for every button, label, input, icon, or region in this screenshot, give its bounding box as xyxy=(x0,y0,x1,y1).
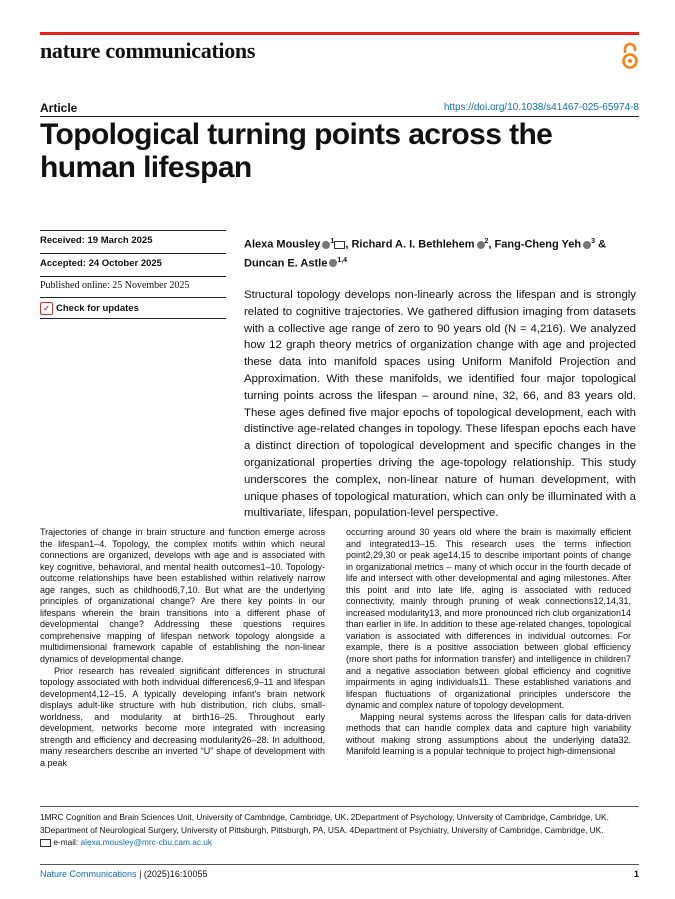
email-icon xyxy=(40,839,51,847)
crossmark-icon: ✓ xyxy=(40,302,53,315)
meta-rule xyxy=(40,230,226,231)
body-paragraph: Mapping neural systems across the lifespan calls for data-driven methods that can handle complex data and capture high variability without making strong assumptions about the underlying data32. Manifold learning is a popular technique to project high-dimensional xyxy=(346,711,631,757)
article-type: Article xyxy=(40,101,78,115)
check-for-updates-button[interactable] xyxy=(40,302,139,315)
body-paragraph: Trajectories of change in brain structure and function emerge across the lifespan1–4. Topology, the complex motifs within which neural connections are organized, develops with age and is associated with key cognitive, behavioral, and mental health outcomes1–10. Topology-outcome relationships have been established within relatively narrow age ranges, such as childhood6,7,10. But what are the underlying principles of organizational change? Are there key points in our lifespans wherein the brain transitions into a different phase of developmental change? Addressing these questions requires comprehensive mapping of lifespan network topology alongside a multidimensional framework capable of establishing the non-linear dynamics of developmental change. xyxy=(40,527,325,665)
open-access-icon xyxy=(619,42,641,70)
body-column-right xyxy=(346,527,631,758)
received-date: Received: 19 March 2025 xyxy=(40,235,153,246)
journal-name[interactable]: nature communications xyxy=(40,38,256,63)
abstract: Structural topology develops non-linearly across the lifespan and is strongly related to cognitive trajectories. We gathered diffusion imaging from datasets with a collective age range of zero to 90 years old (N = 4,216). We analyzed how 12 graph theory metrics of organization change with age and projected these data into manifold spaces using Uniform Manifold Projection and Approximation. With these manifolds, we identified four major topological turning points across the lifespan – around nine, 32, 66, and 83 years old. These ages defined five major epochs of topological development, each with distinctive age-related changes in topology. These lifespan epochs each have a distinct direction of topological development and specific changes in the organizational properties driving the age-topology relationship. This study underscores the complex, non-linear nature of human development, with unique phases of topological maturation, which can only be illuminated with a multivariate, lifespan, population-level perspective. xyxy=(244,289,636,520)
page-number: 1 xyxy=(633,869,639,879)
published-date: Published online: 25 November 2025 xyxy=(40,280,190,291)
meta-rule xyxy=(40,297,226,298)
body-paragraph: Prior research has revealed significant differences in structural topology associated with both individual differences6,9–11 and lifespan development4,12–15. A typically developing infant's brain network displays adult-like structure with hub distribution, rich clubs, small-worldness, and modularity at birth16–25. Throughout early development, networks become more integrated with increasing strength and efficiency and decreasing modularity26–28. In adulthood, many researchers describe an inverted “U” shape of development with a peak xyxy=(40,665,325,768)
header-accent-bar xyxy=(40,32,639,35)
author-name[interactable]: Richard A. I. Bethlehem xyxy=(351,238,475,251)
article-title: Topological turning points across the human lifespan xyxy=(40,118,553,184)
footer-rule xyxy=(40,864,639,865)
accepted-date: Accepted: 24 October 2025 xyxy=(40,258,162,269)
affiliation-line: 3Department of Neurological Surgery, University of Pittsburgh, Pittsburgh, PA, USA. 4Department of Psychiatry, University of Cambridge, Cambridge, UK. xyxy=(40,824,604,835)
email-link[interactable]: alexa.mousley@mrc-cbu.cam.ac.uk xyxy=(80,837,213,847)
meta-rule xyxy=(40,318,226,319)
author-name[interactable]: Duncan E. Astle xyxy=(244,257,328,270)
title-rule xyxy=(40,116,639,117)
orcid-icon[interactable] xyxy=(583,241,591,249)
email-icon[interactable] xyxy=(334,241,345,249)
affiliations xyxy=(40,811,640,849)
author-list: Alexa Mousley $^1$ , Richard A. I. Bethlehem $^2$, Fang-Cheng Yeh $^3$ & Duncan E. Astle $^{1,4}$ xyxy=(244,238,607,270)
author-name[interactable]: Fang-Cheng Yeh xyxy=(494,238,582,251)
meta-rule xyxy=(40,253,226,254)
meta-rule xyxy=(40,276,226,277)
affiliation-line: 1MRC Cognition and Brain Sciences Unit, University of Cambridge, Cambridge, UK. 2Department of Psychology, University of Cambridge, Cambridge, UK. xyxy=(40,812,609,822)
author-name[interactable]: Alexa Mousley xyxy=(244,238,321,251)
check-for-updates-label: Check for updates xyxy=(56,303,139,314)
footer-citation: Nature Communications | (2025)16:10055 xyxy=(40,869,208,879)
doi-link[interactable]: https://doi.org/10.1038/s41467-025-65974-8 xyxy=(443,102,639,113)
orcid-icon[interactable] xyxy=(477,241,485,249)
footer-journal-link[interactable]: Nature Communications xyxy=(40,869,137,879)
body-column-left xyxy=(40,527,325,769)
body-paragraph: occurring around 30 years old where the brain is maximally efficient and integrated13–15. This research uses the terms inflection point2,29,30 or peak age14,15 to describe important points of change in organizational metrics – many of which occur in the fourth decade of life and intersect with other developmental and aging milestones. After this point and into late life, aging is associated with reduced connectivity, mainly through pruning of weak connections12,14,31, increased modularity13, and more pronounced rich club organization14 than earlier in life. In addition to these age-related changes, topological variation is associated with differences in individual outcomes. For example, there is a positive association between global efficiency (more short paths for information transfer) and intelligence in children7 and a negative association between global efficiency and cognitive impairments in aging individuals11. These established variations and lifespan fluctuations of organizational principles underscore the dynamic and complex nature of topology development. xyxy=(346,527,631,711)
affiliation-rule xyxy=(40,806,639,807)
email-line: e-mail: alexa.mousley@mrc-cbu.cam.ac.uk xyxy=(40,836,640,849)
